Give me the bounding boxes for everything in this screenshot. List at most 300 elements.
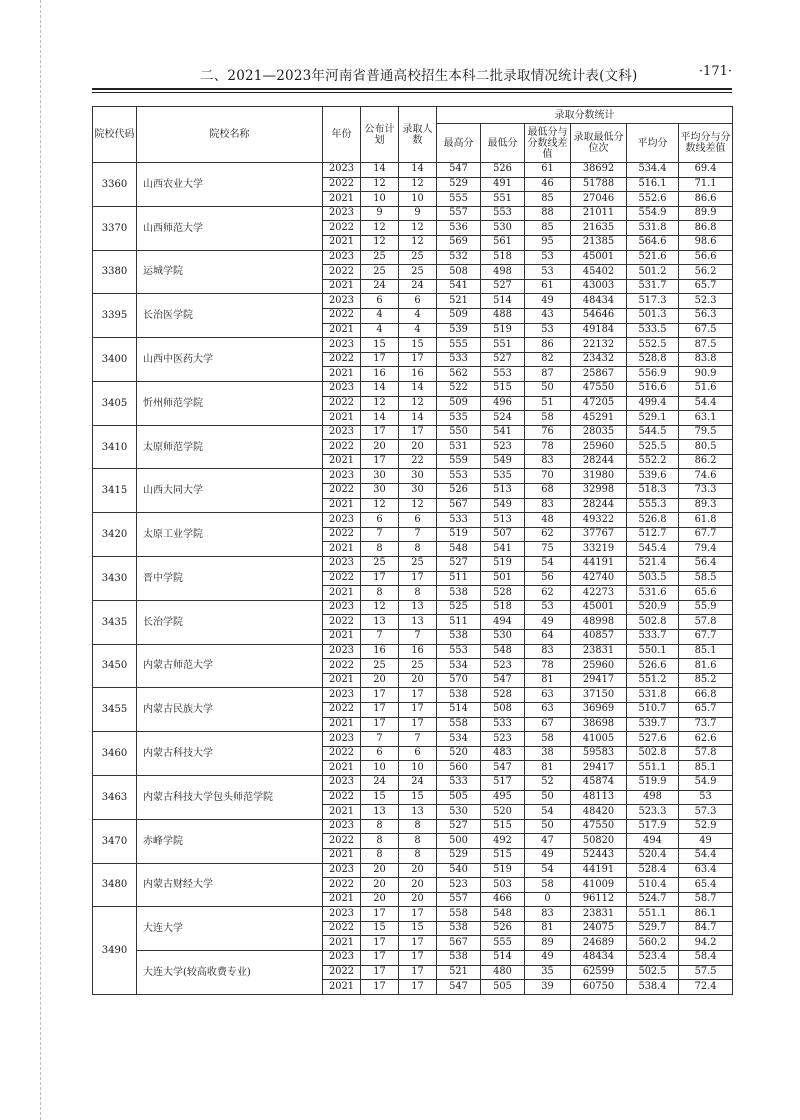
cell-rank: 37150 xyxy=(571,688,627,703)
cell-admitted: 24 xyxy=(399,775,437,790)
cell-rank: 28244 xyxy=(571,498,627,513)
cell-min-diff: 83 xyxy=(525,644,571,659)
cell-avg: 544.5 xyxy=(627,425,679,440)
cell-rank: 24075 xyxy=(571,921,627,936)
cell-rank: 29417 xyxy=(571,673,627,688)
cell-min-diff: 38 xyxy=(525,746,571,761)
cell-min: 528 xyxy=(481,586,525,601)
cell-min-diff: 49 xyxy=(525,615,571,630)
cell-rank: 43003 xyxy=(571,279,627,294)
cell-avg: 499.4 xyxy=(627,396,679,411)
cell-admitted: 8 xyxy=(399,586,437,601)
cell-code: 3420 xyxy=(93,513,137,557)
cell-year: 2021 xyxy=(323,892,361,907)
cell-year: 2023 xyxy=(323,469,361,484)
cell-min-diff: 81 xyxy=(525,761,571,776)
cell-min: 519 xyxy=(481,323,525,338)
cell-rank: 96112 xyxy=(571,892,627,907)
cell-admitted: 8 xyxy=(399,834,437,849)
table-row xyxy=(93,644,733,659)
cell-min: 527 xyxy=(481,352,525,367)
admission-stats-table xyxy=(92,106,733,995)
cell-min-diff: 82 xyxy=(525,352,571,367)
cell-avg: 510.7 xyxy=(627,702,679,717)
cell-plan: 25 xyxy=(361,659,399,674)
cell-plan: 12 xyxy=(361,221,399,236)
cell-min-diff: 0 xyxy=(525,892,571,907)
cell-avg: 510.4 xyxy=(627,878,679,893)
cell-max: 533 xyxy=(437,352,481,367)
cell-avg: 498 xyxy=(627,790,679,805)
cell-rank: 51788 xyxy=(571,177,627,192)
cell-code: 3460 xyxy=(93,732,137,776)
cell-avg-diff: 53 xyxy=(679,790,733,805)
cell-year: 2023 xyxy=(323,557,361,572)
cell-year: 2021 xyxy=(323,279,361,294)
cell-rank: 48420 xyxy=(571,805,627,820)
cell-year: 2023 xyxy=(323,775,361,790)
cell-plan: 30 xyxy=(361,469,399,484)
cell-plan: 20 xyxy=(361,892,399,907)
cell-admitted: 25 xyxy=(399,557,437,572)
cell-plan: 10 xyxy=(361,192,399,207)
cell-admitted: 6 xyxy=(399,746,437,761)
col-header-year: 年份 xyxy=(323,107,361,163)
cell-plan: 14 xyxy=(361,163,399,178)
cell-avg-diff: 79.4 xyxy=(679,542,733,557)
cell-max: 557 xyxy=(437,206,481,221)
cell-min: 523 xyxy=(481,659,525,674)
cell-min-diff: 62 xyxy=(525,527,571,542)
cell-min: 494 xyxy=(481,615,525,630)
col-header-admitted: 录取人数 xyxy=(399,107,437,163)
cell-avg-diff: 57.3 xyxy=(679,805,733,820)
cell-max: 532 xyxy=(437,250,481,265)
cell-plan: 13 xyxy=(361,615,399,630)
cell-min: 541 xyxy=(481,542,525,557)
cell-avg-diff: 89.9 xyxy=(679,206,733,221)
cell-min-diff: 83 xyxy=(525,907,571,922)
cell-plan: 20 xyxy=(361,673,399,688)
cell-rank: 38692 xyxy=(571,163,627,178)
cell-avg: 556.9 xyxy=(627,367,679,382)
cell-min-diff: 49 xyxy=(525,294,571,309)
cell-avg: 560.2 xyxy=(627,936,679,951)
cell-min: 491 xyxy=(481,177,525,192)
cell-admitted: 10 xyxy=(399,761,437,776)
cell-max: 508 xyxy=(437,265,481,280)
cell-admitted: 12 xyxy=(399,177,437,192)
cell-max: 559 xyxy=(437,454,481,469)
cell-min: 492 xyxy=(481,834,525,849)
cell-avg-diff: 73.7 xyxy=(679,717,733,732)
cell-code: 3430 xyxy=(93,557,137,601)
cell-avg: 533.5 xyxy=(627,323,679,338)
cell-admitted: 14 xyxy=(399,381,437,396)
cell-avg-diff: 65.7 xyxy=(679,702,733,717)
cell-name: 内蒙古财经大学 xyxy=(137,863,323,907)
cell-admitted: 15 xyxy=(399,790,437,805)
cell-avg-diff: 63.1 xyxy=(679,411,733,426)
cell-min: 505 xyxy=(481,980,525,995)
cell-min: 553 xyxy=(481,367,525,382)
cell-plan: 17 xyxy=(361,965,399,980)
cell-rank: 37767 xyxy=(571,527,627,542)
cell-plan: 4 xyxy=(361,308,399,323)
cell-admitted: 15 xyxy=(399,921,437,936)
cell-admitted: 12 xyxy=(399,235,437,250)
cell-plan: 15 xyxy=(361,338,399,353)
cell-year: 2022 xyxy=(323,746,361,761)
cell-avg: 564.6 xyxy=(627,235,679,250)
cell-year: 2021 xyxy=(323,673,361,688)
cell-year: 2023 xyxy=(323,513,361,528)
cell-admitted: 17 xyxy=(399,965,437,980)
cell-plan: 14 xyxy=(361,381,399,396)
cell-rank: 45001 xyxy=(571,600,627,615)
cell-avg-diff: 55.9 xyxy=(679,600,733,615)
cell-max: 539 xyxy=(437,323,481,338)
cell-avg: 512.7 xyxy=(627,527,679,542)
cell-avg: 501.3 xyxy=(627,308,679,323)
cell-plan: 30 xyxy=(361,484,399,499)
cell-avg: 526.6 xyxy=(627,659,679,674)
cell-min: 526 xyxy=(481,163,525,178)
cell-max: 569 xyxy=(437,235,481,250)
cell-rank: 25867 xyxy=(571,367,627,382)
cell-min-diff: 58 xyxy=(525,732,571,747)
cell-max: 511 xyxy=(437,615,481,630)
cell-max: 540 xyxy=(437,863,481,878)
cell-max: 567 xyxy=(437,936,481,951)
cell-max: 538 xyxy=(437,586,481,601)
cell-avg-diff: 56.6 xyxy=(679,250,733,265)
cell-avg-diff: 63.4 xyxy=(679,863,733,878)
cell-avg: 516.6 xyxy=(627,381,679,396)
cell-avg-diff: 65.7 xyxy=(679,279,733,294)
cell-admitted: 20 xyxy=(399,878,437,893)
cell-min-diff: 89 xyxy=(525,936,571,951)
cell-max: 533 xyxy=(437,513,481,528)
cell-min-diff: 48 xyxy=(525,513,571,528)
cell-max: 529 xyxy=(437,848,481,863)
cell-year: 2022 xyxy=(323,265,361,280)
cell-min: 501 xyxy=(481,571,525,586)
cell-code: 3395 xyxy=(93,294,137,338)
cell-avg-diff: 80.5 xyxy=(679,440,733,455)
cell-avg: 524.7 xyxy=(627,892,679,907)
cell-rank: 62599 xyxy=(571,965,627,980)
cell-max: 547 xyxy=(437,163,481,178)
cell-avg-diff: 58.5 xyxy=(679,571,733,586)
cell-name: 内蒙古民族大学 xyxy=(137,688,323,732)
cell-avg-diff: 49 xyxy=(679,834,733,849)
cell-plan: 12 xyxy=(361,396,399,411)
table-row xyxy=(93,513,733,528)
cell-avg-diff: 56.2 xyxy=(679,265,733,280)
cell-rank: 33219 xyxy=(571,542,627,557)
cell-admitted: 17 xyxy=(399,980,437,995)
cell-avg-diff: 51.6 xyxy=(679,381,733,396)
cell-admitted: 17 xyxy=(399,688,437,703)
cell-rank: 41009 xyxy=(571,878,627,893)
cell-rank: 47205 xyxy=(571,396,627,411)
cell-avg-diff: 56.4 xyxy=(679,557,733,572)
cell-min: 514 xyxy=(481,294,525,309)
cell-avg: 520.4 xyxy=(627,848,679,863)
cell-min-diff: 95 xyxy=(525,235,571,250)
cell-plan: 6 xyxy=(361,746,399,761)
cell-code: 3490 xyxy=(93,907,137,995)
cell-max: 570 xyxy=(437,673,481,688)
cell-min: 466 xyxy=(481,892,525,907)
cell-max: 529 xyxy=(437,177,481,192)
cell-rank: 23432 xyxy=(571,352,627,367)
cell-avg-diff: 86.6 xyxy=(679,192,733,207)
cell-name: 长治医学院 xyxy=(137,294,323,338)
table-row xyxy=(93,206,733,221)
cell-code: 3480 xyxy=(93,863,137,907)
cell-rank: 38698 xyxy=(571,717,627,732)
page-title: 二、2021—2023年河南省普通高校招生本科二批录取情况统计表(文科) xyxy=(200,68,638,84)
cell-min: 549 xyxy=(481,498,525,513)
cell-year: 2021 xyxy=(323,980,361,995)
cell-year: 2022 xyxy=(323,965,361,980)
cell-name: 晋中学院 xyxy=(137,557,323,601)
cell-max: 538 xyxy=(437,921,481,936)
cell-max: 541 xyxy=(437,279,481,294)
cell-admitted: 12 xyxy=(399,221,437,236)
cell-avg: 552.5 xyxy=(627,338,679,353)
cell-rank: 21385 xyxy=(571,235,627,250)
cell-year: 2023 xyxy=(323,381,361,396)
cell-year: 2023 xyxy=(323,294,361,309)
col-header-avg: 平均分 xyxy=(627,124,679,163)
cell-min: 561 xyxy=(481,235,525,250)
cell-min-diff: 54 xyxy=(525,863,571,878)
cell-min-diff: 47 xyxy=(525,834,571,849)
cell-admitted: 7 xyxy=(399,630,437,645)
cell-rank: 40857 xyxy=(571,630,627,645)
table-body xyxy=(93,163,733,995)
cell-min: 518 xyxy=(481,250,525,265)
cell-year: 2023 xyxy=(323,863,361,878)
cell-min: 519 xyxy=(481,557,525,572)
cell-min-diff: 87 xyxy=(525,367,571,382)
col-header-min-diff: 最低分与分数线差值 xyxy=(525,124,571,163)
table-row xyxy=(93,732,733,747)
cell-plan: 17 xyxy=(361,936,399,951)
cell-plan: 17 xyxy=(361,454,399,469)
cell-name: 太原工业学院 xyxy=(137,513,323,557)
cell-min: 518 xyxy=(481,600,525,615)
cell-max: 520 xyxy=(437,746,481,761)
cell-admitted: 14 xyxy=(399,163,437,178)
cell-min: 547 xyxy=(481,673,525,688)
cell-min-diff: 83 xyxy=(525,454,571,469)
cell-min-diff: 50 xyxy=(525,819,571,834)
cell-min-diff: 68 xyxy=(525,484,571,499)
cell-rank: 47550 xyxy=(571,819,627,834)
cell-plan: 20 xyxy=(361,878,399,893)
cell-admitted: 10 xyxy=(399,192,437,207)
cell-min-diff: 51 xyxy=(525,396,571,411)
cell-max: 553 xyxy=(437,644,481,659)
cell-min-diff: 62 xyxy=(525,586,571,601)
cell-min-diff: 35 xyxy=(525,965,571,980)
cell-admitted: 24 xyxy=(399,279,437,294)
cell-avg: 538.4 xyxy=(627,980,679,995)
cell-min: 535 xyxy=(481,469,525,484)
header-rule-thin xyxy=(92,92,732,93)
cell-min-diff: 54 xyxy=(525,805,571,820)
cell-plan: 15 xyxy=(361,790,399,805)
cell-min-diff: 61 xyxy=(525,279,571,294)
col-header-min: 最低分 xyxy=(481,124,525,163)
cell-min-diff: 75 xyxy=(525,542,571,557)
cell-min-diff: 39 xyxy=(525,980,571,995)
cell-admitted: 17 xyxy=(399,717,437,732)
cell-avg: 533.7 xyxy=(627,630,679,645)
cell-avg-diff: 94.2 xyxy=(679,936,733,951)
cell-code: 3405 xyxy=(93,381,137,425)
cell-year: 2021 xyxy=(323,323,361,338)
cell-avg: 520.9 xyxy=(627,600,679,615)
header-rule xyxy=(92,88,732,90)
cell-max: 521 xyxy=(437,965,481,980)
cell-max: 534 xyxy=(437,732,481,747)
cell-plan: 8 xyxy=(361,586,399,601)
cell-year: 2023 xyxy=(323,163,361,178)
cell-avg: 539.7 xyxy=(627,717,679,732)
cell-avg-diff: 73.3 xyxy=(679,484,733,499)
table-row xyxy=(93,775,733,790)
cell-year: 2022 xyxy=(323,571,361,586)
cell-rank: 36969 xyxy=(571,702,627,717)
cell-rank: 31980 xyxy=(571,469,627,484)
cell-code: 3360 xyxy=(93,163,137,207)
table-row xyxy=(93,863,733,878)
cell-admitted: 17 xyxy=(399,907,437,922)
cell-rank: 47550 xyxy=(571,381,627,396)
cell-avg: 531.8 xyxy=(627,221,679,236)
cell-admitted: 20 xyxy=(399,673,437,688)
cell-year: 2023 xyxy=(323,250,361,265)
cell-avg-diff: 52.9 xyxy=(679,819,733,834)
cell-avg: 523.4 xyxy=(627,951,679,966)
cell-year: 2023 xyxy=(323,425,361,440)
cell-avg-diff: 72.4 xyxy=(679,980,733,995)
cell-rank: 44191 xyxy=(571,863,627,878)
cell-avg: 525.5 xyxy=(627,440,679,455)
cell-avg: 551.1 xyxy=(627,761,679,776)
cell-avg-diff: 85.2 xyxy=(679,673,733,688)
cell-min: 495 xyxy=(481,790,525,805)
cell-avg: 521.6 xyxy=(627,250,679,265)
cell-code: 3380 xyxy=(93,250,137,294)
cell-min-diff: 58 xyxy=(525,878,571,893)
cell-admitted: 22 xyxy=(399,454,437,469)
cell-rank: 45402 xyxy=(571,265,627,280)
cell-admitted: 16 xyxy=(399,367,437,382)
cell-rank: 48434 xyxy=(571,294,627,309)
cell-min: 520 xyxy=(481,805,525,820)
cell-avg-diff: 79.5 xyxy=(679,425,733,440)
table-row xyxy=(93,250,733,265)
cell-year: 2022 xyxy=(323,834,361,849)
cell-year: 2021 xyxy=(323,235,361,250)
cell-code: 3370 xyxy=(93,206,137,250)
cell-admitted: 9 xyxy=(399,206,437,221)
col-header-avg-diff: 平均分与分数线差值 xyxy=(679,124,733,163)
cell-min: 519 xyxy=(481,863,525,878)
cell-avg-diff: 58.4 xyxy=(679,951,733,966)
table-row xyxy=(93,819,733,834)
cell-avg-diff: 67.5 xyxy=(679,323,733,338)
cell-rank: 22132 xyxy=(571,338,627,353)
cell-min: 513 xyxy=(481,484,525,499)
cell-rank: 25960 xyxy=(571,440,627,455)
cell-min-diff: 76 xyxy=(525,425,571,440)
cell-admitted: 4 xyxy=(399,308,437,323)
cell-max: 530 xyxy=(437,805,481,820)
cell-code: 3470 xyxy=(93,819,137,863)
cell-min-diff: 54 xyxy=(525,557,571,572)
cell-admitted: 12 xyxy=(399,396,437,411)
cell-name: 山西大同大学 xyxy=(137,469,323,513)
cell-rank: 28244 xyxy=(571,454,627,469)
cell-admitted: 30 xyxy=(399,484,437,499)
cell-rank: 21635 xyxy=(571,221,627,236)
cell-plan: 12 xyxy=(361,235,399,250)
cell-avg: 534.4 xyxy=(627,163,679,178)
cell-avg: 523.3 xyxy=(627,805,679,820)
cell-min-diff: 43 xyxy=(525,308,571,323)
cell-max: 536 xyxy=(437,221,481,236)
cell-admitted: 8 xyxy=(399,848,437,863)
cell-min-diff: 78 xyxy=(525,440,571,455)
cell-min-diff: 53 xyxy=(525,323,571,338)
cell-plan: 24 xyxy=(361,279,399,294)
cell-avg-diff: 90.9 xyxy=(679,367,733,382)
cell-admitted: 16 xyxy=(399,644,437,659)
cell-plan: 20 xyxy=(361,863,399,878)
cell-avg-diff: 98.6 xyxy=(679,235,733,250)
col-header-plan: 公布计划 xyxy=(361,107,399,163)
cell-avg-diff: 57.5 xyxy=(679,965,733,980)
cell-min: 541 xyxy=(481,425,525,440)
cell-avg-diff: 57.8 xyxy=(679,746,733,761)
cell-min-diff: 85 xyxy=(525,221,571,236)
cell-plan: 25 xyxy=(361,250,399,265)
cell-avg-diff: 62.6 xyxy=(679,732,733,747)
cell-admitted: 25 xyxy=(399,250,437,265)
cell-rank: 28035 xyxy=(571,425,627,440)
cell-avg-diff: 87.5 xyxy=(679,338,733,353)
cell-max: 525 xyxy=(437,600,481,615)
table-row xyxy=(93,688,733,703)
cell-avg: 502.8 xyxy=(627,746,679,761)
cell-avg-diff: 54.4 xyxy=(679,848,733,863)
col-header-max: 最高分 xyxy=(437,124,481,163)
cell-avg-diff: 56.3 xyxy=(679,308,733,323)
cell-min-diff: 58 xyxy=(525,411,571,426)
cell-min-diff: 67 xyxy=(525,717,571,732)
cell-admitted: 13 xyxy=(399,600,437,615)
cell-rank: 41005 xyxy=(571,732,627,747)
cell-code: 3455 xyxy=(93,688,137,732)
cell-min: 515 xyxy=(481,381,525,396)
